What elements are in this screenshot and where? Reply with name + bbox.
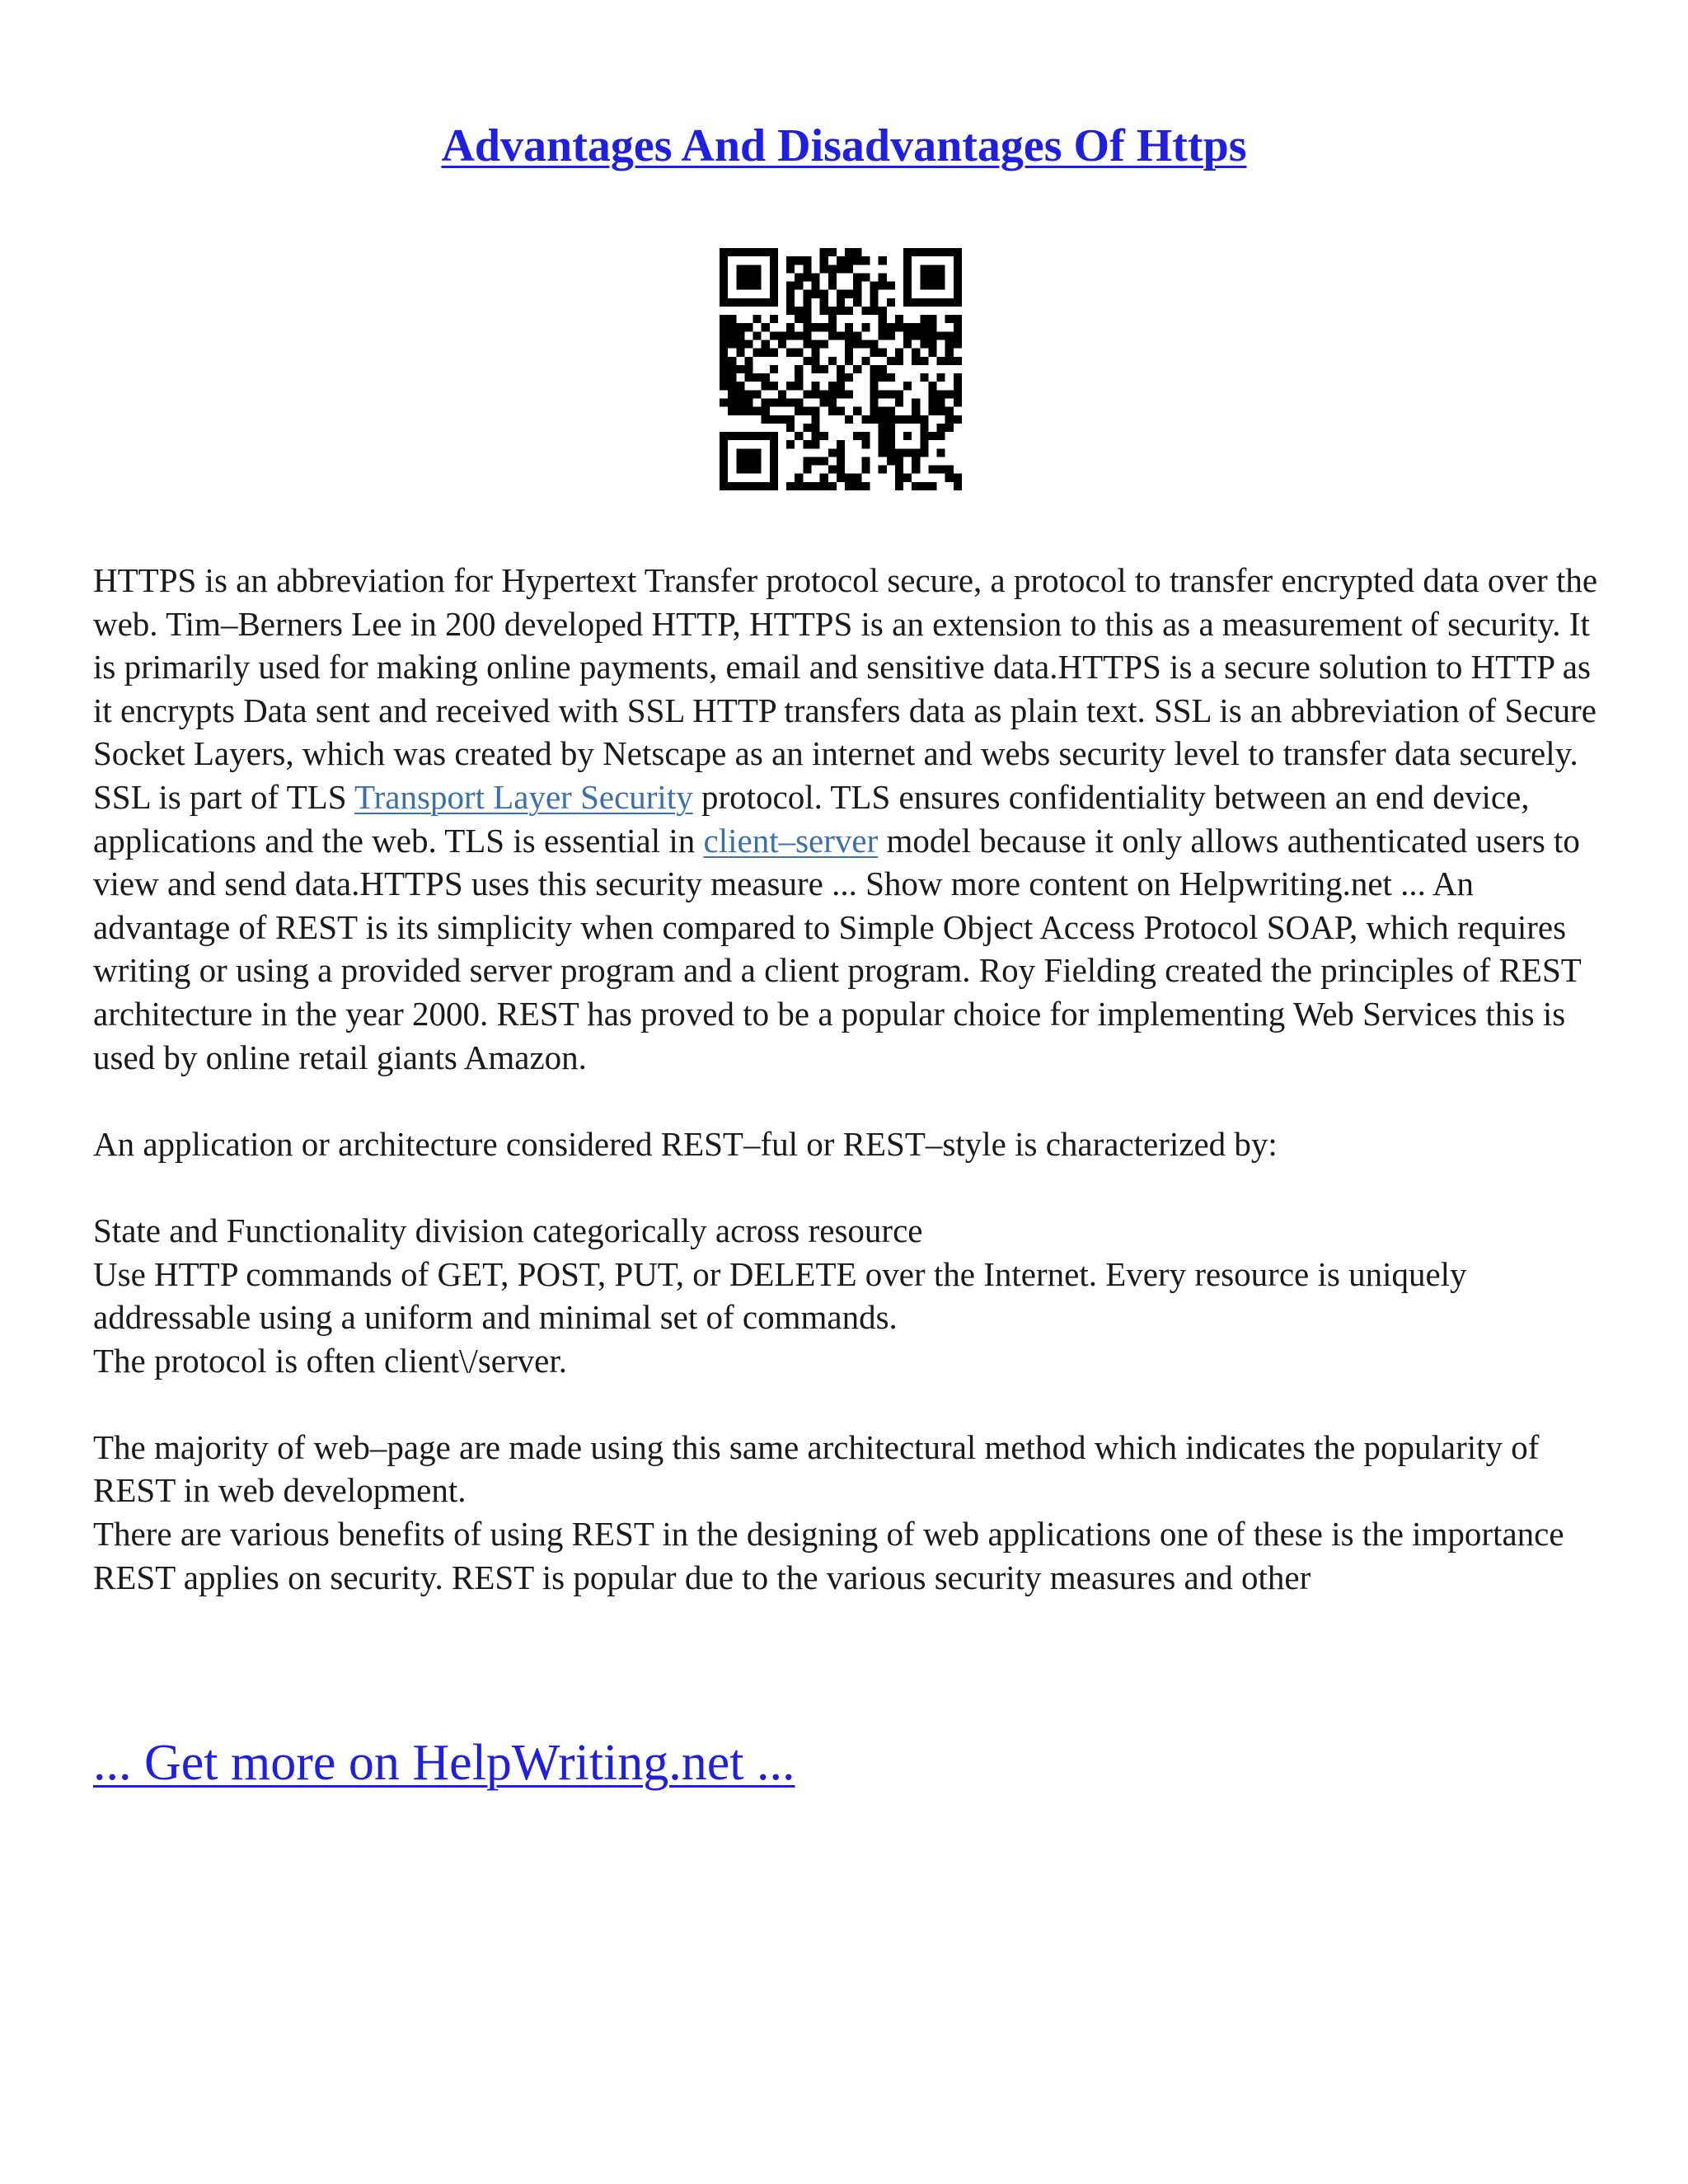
list-item: The protocol is often client\/server. [93, 1341, 567, 1380]
intro-text-1: HTTPS is an abbreviation for Hypertext Transfer protocol secure, a protocol to transfer encrypted data over the web. Tim–Berners Lee in 200 developed HTTP, HTTPS is an extension to this as a measurement of security. It is primarily used for making online payments, email and sensitive data.HTTPS is a secure solution to HTTP as it encrypts Data sent and received with SSL HTTP transfers data as plain text. SSL is an abbreviation of Secure Socket Layers, which was created by Netscape as an internet and webs security level to transfer data securely. SSL is part of TLS [93, 561, 1598, 816]
list-item: State and Functionality division categorically across resource [93, 1211, 923, 1249]
list-item: Use HTTP commands of GET, POST, PUT, or DELETE over the Internet. Every resource is uniquely addressable using a uniform and minimal set of commands. [93, 1254, 1467, 1337]
paragraph-benefits: There are various benefits of using REST in the designing of web applications one of these is the importance REST applies on security. REST is popular due to the various security measures and other [93, 1515, 1564, 1596]
get-more-link[interactable]: ... Get more on HelpWriting.net ... [93, 1735, 795, 1791]
intro-text-3: model because it only allows authenticated users to view and send data.HTTPS uses this security measure ... Show more content on Helpwriting.net ... An advantage of REST is its simplicity when compared to Simple Object Access Protocol SOAP, which requires writing or using a provided server program and a client program. Roy Fielding created the principles of REST architecture in the year 2000. REST has proved to be a popular choice for implementing Web Services this is used by online retail giants Amazon. [93, 821, 1582, 1076]
client-server-link[interactable]: client–server [703, 821, 879, 860]
intro-text-2: protocol. TLS ensures confidentiality between an end device, applications and the web. TLS is essential in [93, 777, 1530, 860]
rest-characteristics-list [93, 1209, 1601, 1382]
page-title [0, 117, 1688, 175]
qr-code-icon [720, 248, 962, 490]
paragraph-majority: The majority of web–page are made using this same architectural method which indicates the popularity of REST in web development. [93, 1427, 1540, 1510]
paragraph-intro [93, 559, 1601, 1079]
paragraph-characterized: An application or architecture considered REST–ful or REST–style is characterized by: [93, 1124, 1278, 1163]
more-link-container [93, 1732, 795, 1794]
transport-layer-security-link[interactable]: Transport Layer Security [354, 777, 693, 816]
title-link[interactable]: Advantages And Disadvantages Of Https [441, 120, 1247, 171]
article-body [93, 559, 1601, 1599]
